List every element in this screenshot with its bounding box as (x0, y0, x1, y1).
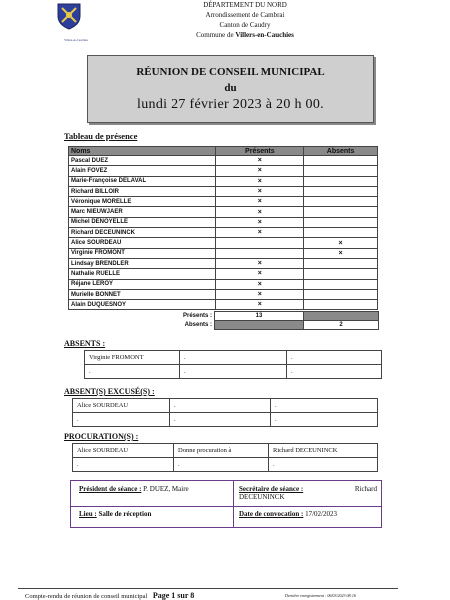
table-row (85, 365, 382, 379)
proxy-cell: . (73, 458, 174, 472)
member-name: Alain DUQUESNOY (69, 300, 216, 310)
present-mark: × (216, 156, 304, 166)
table-row (69, 166, 378, 176)
absent-cell: . (85, 365, 180, 379)
absent-cell: . (287, 351, 382, 365)
presence-totals (68, 311, 379, 330)
proxy-heading: PROCURATION(S) : (64, 432, 139, 441)
commune-line: Commune de Villers-en-Cauchies (196, 31, 294, 39)
total-absent-value: 2 (304, 321, 379, 330)
table-row (73, 458, 378, 472)
absent-mark (304, 166, 378, 176)
table-row (69, 197, 378, 207)
absent-cell: . (180, 351, 287, 365)
present-mark: × (216, 300, 304, 310)
table-row (73, 444, 378, 458)
absent-mark (304, 269, 378, 279)
absent-mark (304, 217, 378, 227)
excused-cell: . (73, 413, 170, 427)
secretary-value-1: Richard (354, 485, 377, 493)
total-absent-blank (215, 321, 304, 330)
coat-of-arms-logo (56, 2, 82, 30)
proxy-cell: Richard DECEUNINCK (269, 444, 378, 458)
absent-mark (304, 176, 378, 186)
president-label: Président de séance : (79, 485, 142, 493)
present-mark: × (216, 289, 304, 299)
convocation-date-value: 17/02/2023 (303, 510, 337, 518)
footer-page-number: Page 1 sur 8 (152, 591, 195, 600)
footer-divider (18, 588, 398, 589)
table-row (69, 269, 378, 279)
meeting-title-du: du (224, 82, 237, 94)
presence-table (68, 146, 378, 310)
excused-table (72, 398, 378, 427)
table-row (69, 258, 378, 268)
member-name: Richard DECEUNINCK (69, 228, 216, 238)
table-row (69, 186, 378, 196)
present-mark: × (216, 279, 304, 289)
present-mark: × (216, 186, 304, 196)
president-value: P. DUEZ, Maire (141, 485, 189, 493)
present-mark: × (216, 166, 304, 176)
absent-mark (304, 197, 378, 207)
table-row (69, 289, 378, 299)
meeting-title-box (87, 55, 374, 123)
place-value: Salle de réception (96, 510, 152, 518)
meeting-date: lundi 27 février 2023 à 20 h 00. (137, 97, 324, 112)
excused-cell: . (170, 399, 271, 413)
present-mark: × (216, 258, 304, 268)
absent-cell: . (180, 365, 287, 379)
present-mark (216, 248, 304, 258)
total-absent-label: Absents : (184, 322, 212, 328)
table-row (69, 207, 378, 217)
table-row (69, 176, 378, 186)
member-name: Réjane LEROY (69, 279, 216, 289)
excused-cell: . (170, 413, 271, 427)
secretary-value-2: DECEUNINCK (239, 493, 285, 501)
info-divider (71, 506, 381, 507)
convocation-date-label: Date de convocation : (239, 510, 304, 518)
footer-right: Dernière enregistrement : 06/03/2023 08:16 (285, 593, 356, 598)
department-line: DÉPARTEMENT DU NORD (203, 1, 287, 9)
table-row (85, 351, 382, 365)
column-header-present: Présents (216, 147, 304, 156)
proxy-cell: Donne procuration à (174, 444, 269, 458)
presence-header-row (69, 147, 378, 156)
excused-cell: Alice SOURDEAU (73, 399, 170, 413)
table-row (69, 300, 378, 310)
table-row (69, 217, 378, 227)
absent-cell: . (287, 365, 382, 379)
place-field (79, 510, 151, 518)
footer-left (25, 591, 194, 600)
presence-caption: Tableau de présence (64, 131, 138, 141)
proxy-table (72, 443, 378, 472)
column-header-names: Noms (69, 147, 216, 156)
absents-table (84, 350, 382, 379)
meeting-info-box (70, 480, 382, 528)
table-row (73, 399, 378, 413)
table-row (69, 279, 378, 289)
absent-mark (304, 300, 378, 310)
proxy-cell: Alice SOURDEAU (73, 444, 174, 458)
absent-mark (304, 258, 378, 268)
member-name: Virginie FROMONT (69, 248, 216, 258)
total-present-value: 13 (215, 312, 304, 321)
member-name: Marc NIEUWJAER (69, 207, 216, 217)
member-name: Murielle BONNET (69, 289, 216, 299)
place-label: Lieu : (79, 510, 97, 518)
present-mark: × (216, 197, 304, 207)
footer-document-name: Compte-rendu de réunion de conseil municipal (25, 593, 148, 600)
convocation-date-field (239, 510, 337, 518)
meeting-title: RÉUNION DE CONSEIL MUNICIPAL (136, 66, 325, 78)
arrondissement-line: Arrondissement de Cambrai (205, 11, 285, 19)
excused-cell: . (271, 399, 378, 413)
member-name: Michel DENOYELLE (69, 217, 216, 227)
absent-mark (304, 156, 378, 166)
table-row (69, 238, 378, 248)
absent-mark (304, 228, 378, 238)
present-mark: × (216, 217, 304, 227)
crest-caption: Villers-en-Cauchies (64, 38, 88, 42)
excused-cell: . (271, 413, 378, 427)
info-vertical-divider (233, 481, 234, 527)
absent-mark: × (304, 238, 378, 248)
absent-mark (304, 279, 378, 289)
column-header-absent: Absents (304, 147, 378, 156)
table-row (69, 228, 378, 238)
member-name: Pascal DUEZ (69, 156, 216, 166)
table-row (69, 248, 378, 258)
present-mark: × (216, 207, 304, 217)
secretary-label: Secrétaire de séance : (239, 485, 304, 493)
absents-heading: ABSENTS : (64, 339, 106, 348)
excused-heading: ABSENT(S) EXCUSÉ(S) : (64, 387, 155, 396)
member-name: Lindsay BRENDLER (69, 258, 216, 268)
member-name: Véronique MORELLE (69, 197, 216, 207)
absent-mark (304, 289, 378, 299)
letterhead (150, 0, 340, 40)
total-present-label: Présents : (182, 313, 212, 319)
secretary-field (239, 485, 377, 501)
table-row (69, 156, 378, 166)
present-mark: × (216, 228, 304, 238)
absent-cell: Virginie FROMONT (85, 351, 180, 365)
total-present-blank (304, 312, 379, 321)
present-mark: × (216, 176, 304, 186)
absent-mark (304, 186, 378, 196)
absent-mark (304, 207, 378, 217)
absent-mark: × (304, 248, 378, 258)
member-name: Nathalie RUELLE (69, 269, 216, 279)
president-field (79, 485, 189, 493)
member-name: Richard BILLOIR (69, 186, 216, 196)
member-name: Marie-Françoise DELAVAL (69, 176, 216, 186)
commune-name: Villers-en-Cauchies (235, 31, 294, 39)
canton-line: Canton de Caudry (219, 21, 271, 29)
member-name: Alice SOURDEAU (69, 238, 216, 248)
table-row (73, 413, 378, 427)
member-name: Alain FOVEZ (69, 166, 216, 176)
present-mark: × (216, 269, 304, 279)
proxy-cell: . (174, 458, 269, 472)
present-mark (216, 238, 304, 248)
proxy-cell: . (269, 458, 378, 472)
